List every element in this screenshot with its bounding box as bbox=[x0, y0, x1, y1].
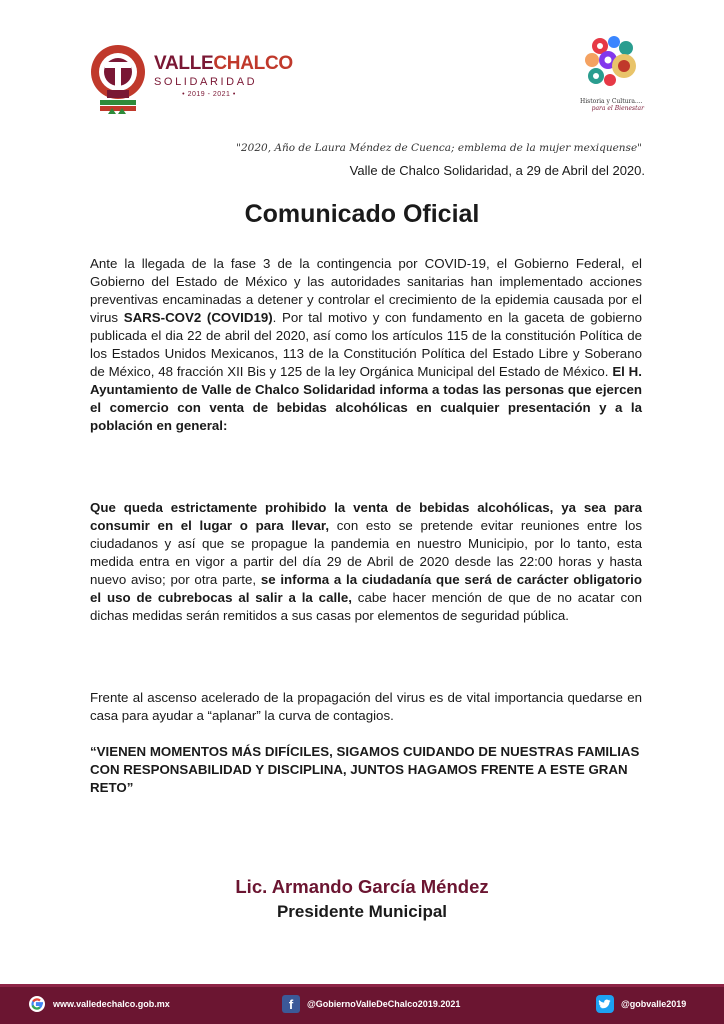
signer-name: Lic. Armando García Méndez bbox=[235, 876, 489, 897]
footer-bar bbox=[0, 984, 724, 1024]
p1-announcement: El H. Ayuntamiento de Valle de Chalco Solidaridad informa a todas las personas que ejercen el comercio con venta de bebidas alcohólicas en cualquier presentación y a la población en general: bbox=[90, 364, 642, 433]
p2-text-d: cabe hacer mención de que de no acatar con dichas medidas serán remitidos a sus casas por elementos de seguridad pública. bbox=[90, 590, 642, 623]
twitter-icon bbox=[596, 995, 614, 1013]
logo-word-valle: VALLE bbox=[154, 53, 214, 74]
facebook-link[interactable]: @GobiernoValleDeChalco2019.2021 bbox=[307, 999, 461, 1009]
municipal-logo bbox=[88, 40, 293, 122]
footer-facebook[interactable] bbox=[282, 994, 460, 1014]
p2-prohibition: Que queda estrictamente prohibido la venta de bebidas alcohólicas, ya sea para consumir en el lugar o para llevar, bbox=[90, 500, 642, 533]
culture-caption: Historia y Cultura.... bbox=[580, 98, 643, 105]
municipal-emblem-icon bbox=[88, 40, 154, 122]
footer-website[interactable] bbox=[28, 994, 170, 1014]
p1-text-c: . Por tal motivo y con fundamento en la gaceta de gobierno publicada el dia 22 de abril del 2020, así como los artículos 115 de la constitución Política de los Estados Unidos Mexicanos, 113 de la Constitución Política del Estado Libre y Soberano de México, 48 fracción XII Bis y 125 de la ley Orgánica Municipal del Estado de México. bbox=[90, 310, 642, 379]
p1-virus-name: SARS-COV2 (COVID19) bbox=[123, 310, 273, 325]
logo-period: • 2019 - 2021 • bbox=[182, 91, 236, 98]
footer-twitter[interactable] bbox=[596, 994, 686, 1014]
culture-subcaption: para el Bienestar bbox=[591, 105, 644, 112]
twitter-link[interactable]: @gobvalle2019 bbox=[621, 999, 687, 1009]
signer-role: Presidente Municipal bbox=[276, 902, 448, 921]
google-icon bbox=[28, 995, 46, 1013]
p2-text-b: con esto se pretende evitar reuniones entre los ciudadanos y así que se propague la pandemia en nuestro Municipio, por lo tanto, esta medida entra en vigor a partir del día 29 de Abril de 2020 desde las 22:00 horas y hasta nuevo aviso; por otra parte, bbox=[90, 518, 642, 587]
culture-logo bbox=[578, 34, 644, 124]
paragraph-3: Frente al ascenso acelerado de la propagación del virus es de vital importancia quedarse en casa para ayudar a “aplanar” la curva de contagios. bbox=[90, 690, 642, 723]
paragraph-2 bbox=[90, 499, 642, 625]
p1-text-a: Ante la llegada de la fase 3 de la contingencia por COVID-19, el Gobierno Federal, el Gobierno del Estado de México y las autoridades sanitarias han implementado acciones preventivas encaminadas a detener y controlar el crecimiento de la epidemia causada por el virus bbox=[90, 256, 642, 325]
p2-mask-notice: se informa a la ciudadanía que será de carácter obligatorio el uso de cubrebocas al salir a la calle, bbox=[90, 572, 642, 605]
website-link[interactable]: www.valledechalco.gob.mx bbox=[53, 999, 170, 1009]
page-title: Comunicado Oficial bbox=[244, 200, 480, 228]
facebook-icon: f bbox=[282, 995, 300, 1013]
place-date: Valle de Chalco Solidaridad, a 29 de Abril del 2020. bbox=[349, 163, 645, 178]
closing-slogan: “VIENEN MOMENTOS MÁS DIFÍCILES, SIGAMOS CUIDANDO DE NUESTRAS FAMILIAS CON RESPONSABILIDAD Y DISCIPLINA, JUNTOS HAGAMOS FRENTE A ESTE GRAN RETO” bbox=[90, 744, 640, 795]
gears-icon bbox=[578, 34, 644, 98]
logo-word-chalco: CHALCO bbox=[213, 53, 293, 74]
footer-band bbox=[0, 984, 724, 987]
paragraph-1 bbox=[90, 255, 642, 435]
logo-word-solidaridad: SOLIDARIDAD bbox=[154, 76, 258, 88]
year-motto: "2020, Año de Laura Méndez de Cuenca; emblema de la mujer mexiquense" bbox=[236, 142, 642, 154]
